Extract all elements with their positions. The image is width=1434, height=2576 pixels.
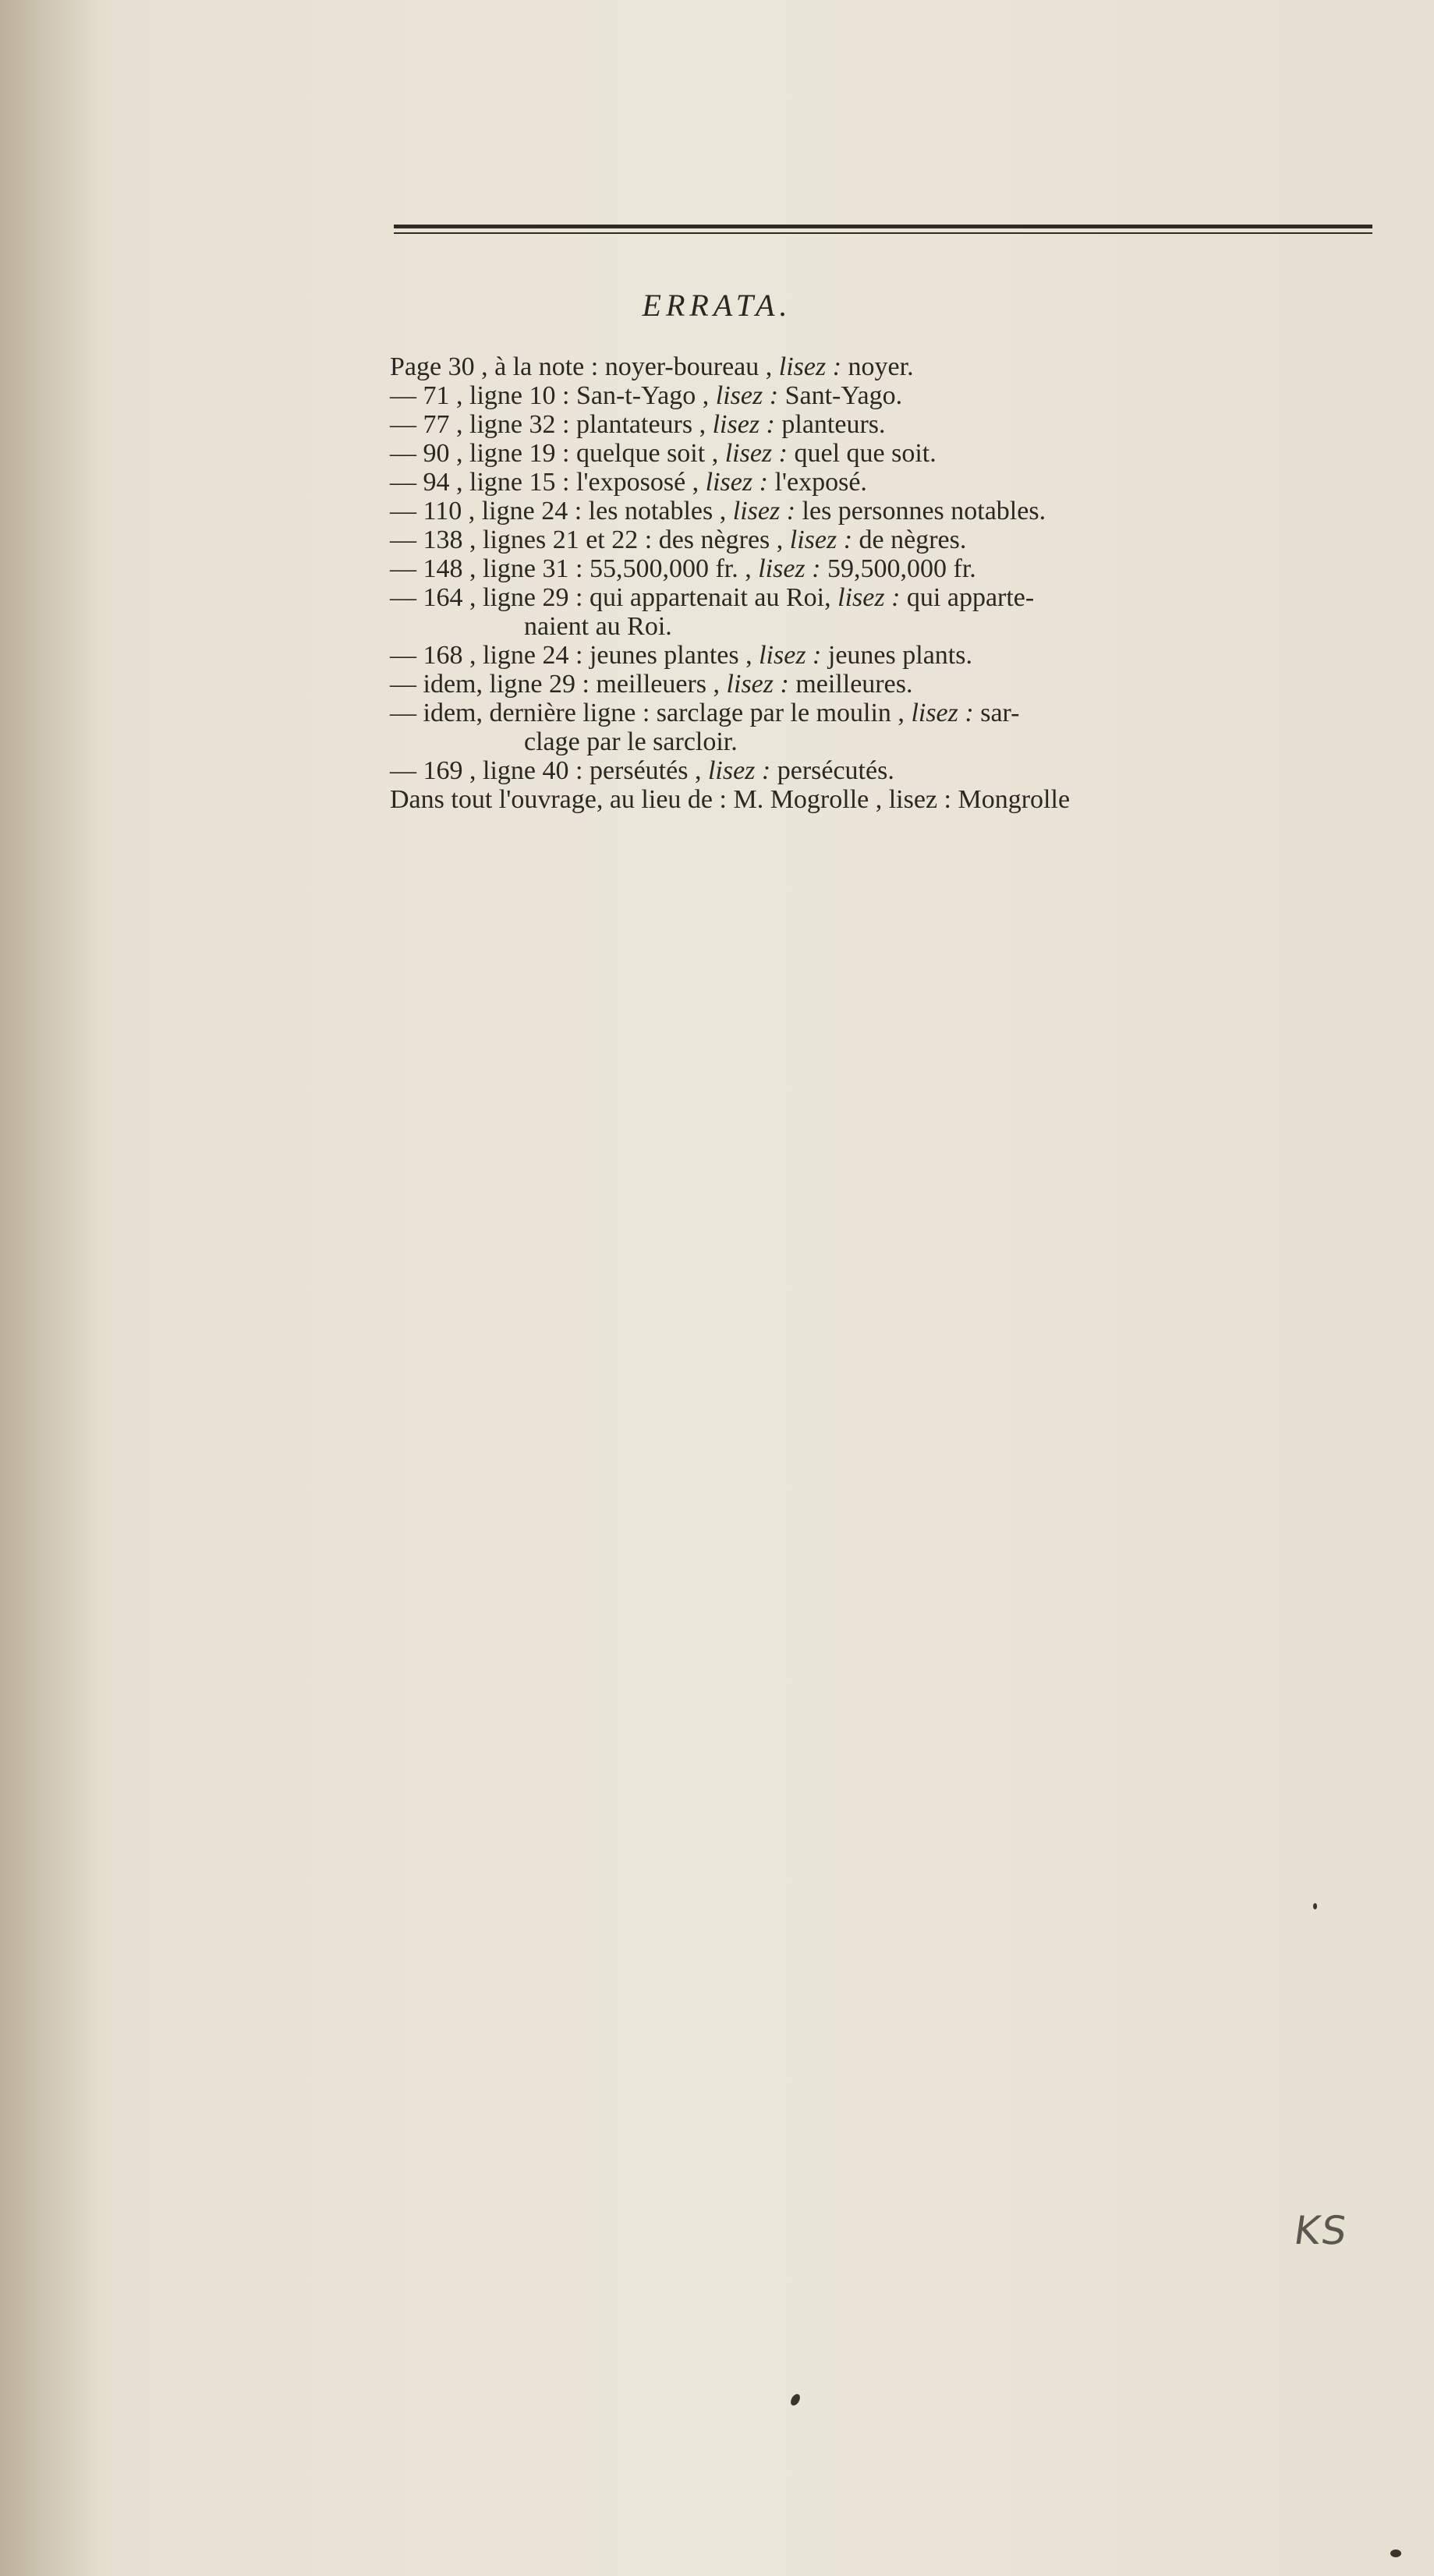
entry-fix: planteurs. bbox=[774, 410, 886, 439]
entry-error: 55,500,000 fr. , bbox=[589, 554, 759, 583]
errata-entry bbox=[390, 756, 1392, 785]
entry-ref: — idem, ligne 29 : bbox=[390, 670, 597, 699]
entry-error: qui appartenait au Roi, bbox=[589, 583, 838, 612]
lisez-label: lisez : bbox=[724, 439, 788, 468]
entry-ref: — idem, dernière ligne : bbox=[390, 699, 657, 727]
entry-ref: — 169 , ligne 40 : bbox=[390, 756, 590, 785]
lisez-label: lisez : bbox=[707, 756, 771, 785]
entry-error: sarclage par le moulin , bbox=[656, 699, 912, 727]
errata-entry bbox=[390, 583, 1392, 612]
lisez-label: lisez : bbox=[726, 670, 789, 699]
entry-ref: — 77 , ligne 32 : bbox=[390, 410, 576, 439]
lisez-label: lisez : bbox=[837, 583, 901, 612]
entry-fix: jeunes plants. bbox=[821, 641, 972, 670]
entry-ref: — 110 , ligne 24 : bbox=[390, 497, 589, 525]
entry-ref: — 164 , ligne 29 : bbox=[390, 583, 590, 612]
ink-speck bbox=[1390, 2549, 1401, 2557]
errata-entry bbox=[390, 468, 1392, 497]
entry-ref: — 168 , ligne 24 : bbox=[390, 641, 590, 670]
entry-error: des nègres , bbox=[658, 525, 790, 554]
entry-fix: persécutés. bbox=[770, 756, 894, 785]
entry-ref: — 94 , ligne 15 : bbox=[390, 468, 576, 497]
errata-heading: ERRATA. bbox=[642, 288, 792, 323]
entry-fix: meilleures. bbox=[788, 670, 913, 699]
entry-error: l'expososé , bbox=[575, 468, 706, 497]
entry-fix: de nègres. bbox=[852, 525, 967, 554]
entry-continuation: naient au Roi. bbox=[524, 612, 672, 641]
entry-ref: — 138 , lignes 21 et 22 : bbox=[390, 525, 659, 554]
entry-error: quelque soit , bbox=[575, 439, 725, 468]
errata-entry bbox=[390, 410, 1392, 439]
rule-thick bbox=[394, 225, 1372, 228]
errata-entry bbox=[390, 497, 1392, 525]
errata-entry bbox=[390, 439, 1392, 468]
errata-entry bbox=[390, 381, 1392, 410]
entry-fix: sar- bbox=[973, 699, 1020, 727]
entry-error: perséutés , bbox=[589, 756, 708, 785]
entry-fix: les personnes notables. bbox=[795, 497, 1046, 525]
lisez-label: lisez : bbox=[712, 410, 775, 439]
errata-entry bbox=[390, 670, 1392, 699]
entry-fix: 59,500,000 fr. bbox=[820, 554, 976, 583]
entry-error: meilleuers , bbox=[596, 670, 727, 699]
errata-entry bbox=[390, 525, 1392, 554]
lisez-label: lisez : bbox=[778, 352, 842, 381]
lisez-label: lisez : bbox=[758, 554, 821, 583]
final-note bbox=[390, 785, 1392, 814]
lisez-label: lisez : bbox=[715, 381, 779, 410]
lisez-label: lisez : bbox=[732, 497, 796, 525]
lisez-label: lisez : bbox=[888, 785, 951, 814]
entry-ref: — 90 , ligne 19 : bbox=[390, 439, 576, 468]
entry-continuation: clage par le sarcloir. bbox=[524, 727, 738, 756]
final-note-text: Dans tout l'ouvrage, au lieu de : M. Mogrolle , bbox=[390, 785, 889, 814]
errata-entry bbox=[390, 641, 1392, 670]
entry-fix: qui apparte- bbox=[900, 583, 1035, 612]
entry-error: jeunes plantes , bbox=[589, 641, 759, 670]
lisez-label: lisez : bbox=[789, 525, 853, 554]
entry-error: les notables , bbox=[588, 497, 733, 525]
ink-speck bbox=[789, 2393, 802, 2408]
entry-fix: noyer. bbox=[841, 352, 914, 381]
lisez-label: lisez : bbox=[911, 699, 974, 727]
handwritten-initials: KS bbox=[1291, 2208, 1351, 2253]
lisez-label: lisez : bbox=[705, 468, 768, 497]
errata-list bbox=[390, 352, 1392, 814]
errata-entry bbox=[390, 699, 1392, 727]
entry-fix: Sant-Yago. bbox=[778, 381, 903, 410]
entry-fix: l'exposé. bbox=[767, 468, 867, 497]
entry-error: noyer-boureau , bbox=[604, 352, 779, 381]
rule-thin bbox=[394, 232, 1372, 234]
errata-entry bbox=[390, 554, 1392, 583]
entry-ref: — 148 , ligne 31 : bbox=[390, 554, 590, 583]
entry-fix: quel que soit. bbox=[787, 439, 937, 468]
entry-error: plantateurs , bbox=[575, 410, 713, 439]
page-edge-stain bbox=[0, 0, 101, 2576]
entry-ref: — 71 , ligne 10 : bbox=[390, 381, 576, 410]
errata-entry bbox=[390, 352, 1392, 381]
final-note-fix: Mongrolle bbox=[951, 785, 1071, 814]
entry-ref: Page 30 , à la note : bbox=[390, 352, 605, 381]
lisez-label: lisez : bbox=[759, 641, 822, 670]
header-rule bbox=[394, 225, 1372, 234]
entry-error: San-t-Yago , bbox=[575, 381, 716, 410]
ink-speck bbox=[1313, 1903, 1317, 1909]
